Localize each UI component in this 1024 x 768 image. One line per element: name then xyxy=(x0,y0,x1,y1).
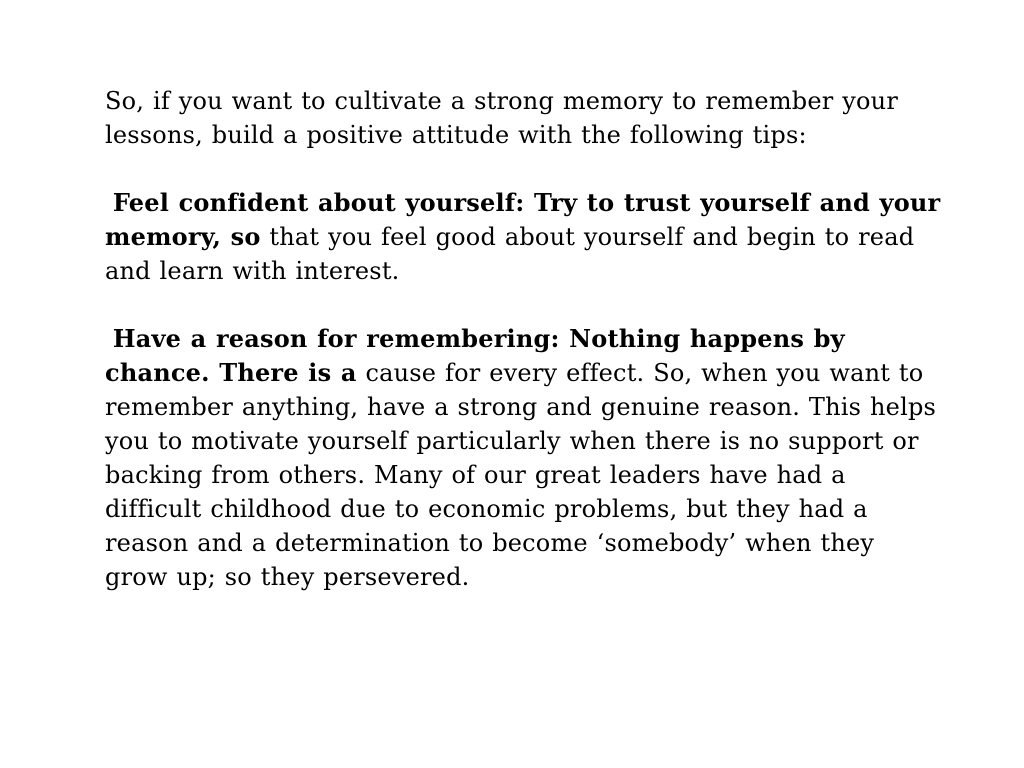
paragraph-gap xyxy=(105,288,945,322)
intro-paragraph: So, if you want to cultivate a strong memory to remember your lessons, build a positive attitude with the following tips: xyxy=(105,87,898,149)
tip-paragraph-confidence xyxy=(105,186,945,288)
tip-body-confidence: that you feel good about yourself and begin to read and learn with interest. xyxy=(105,223,915,285)
tip-heading-reason: Have a reason for remembering: Nothing happens by chance. There is a xyxy=(105,324,845,387)
paragraph-gap xyxy=(105,152,945,186)
tip-heading-confidence: Feel confident about yourself: Try to trust yourself and your memory, so xyxy=(105,188,941,251)
tip-indent xyxy=(105,325,113,353)
tip-paragraph-reason xyxy=(105,322,945,594)
tip-indent xyxy=(105,189,113,217)
tip-body-reason: cause for every effect. So, when you want to remember anything, have a strong and genuine reason. This helps you to motivate yourself particularly when there is no support or backing from others. Many of our great leaders have had a difficult childhood due to economic problems, but they had a reason and a determination to become ‘somebody’ when they grow up; so they persevered. xyxy=(105,359,937,591)
slide-text-body xyxy=(105,84,945,594)
